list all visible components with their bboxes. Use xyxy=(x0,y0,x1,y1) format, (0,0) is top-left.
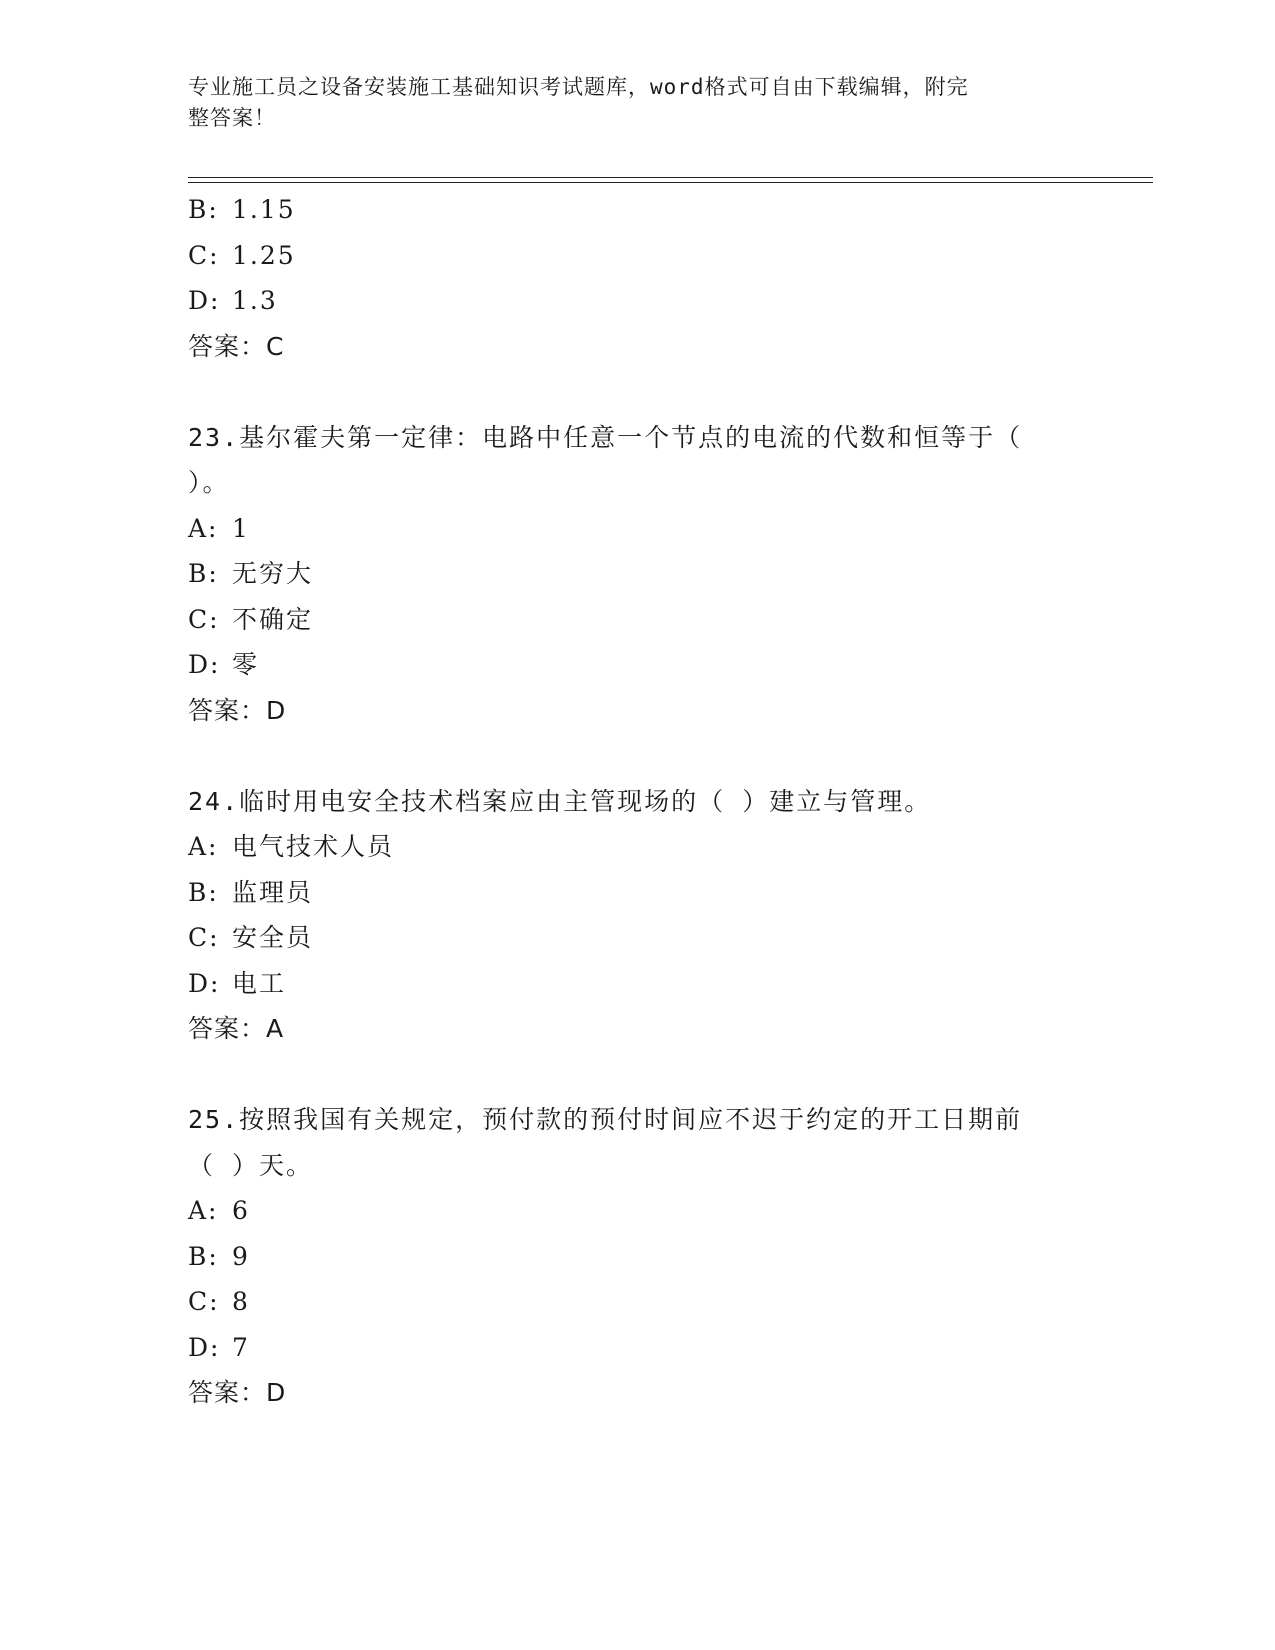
option-text: 1.25 xyxy=(232,240,296,270)
option-c xyxy=(188,597,1088,643)
option-text: 1.15 xyxy=(232,195,296,224)
option-label: D: xyxy=(188,968,221,998)
option-b xyxy=(188,1234,1088,1280)
answer: 答案：D xyxy=(188,1378,287,1407)
answer: 答案：A xyxy=(188,1014,285,1043)
document-body xyxy=(188,187,1088,1416)
option-b xyxy=(188,551,1088,597)
answer: 答案：D xyxy=(188,695,287,725)
spacer xyxy=(188,733,1088,779)
option-b xyxy=(188,187,1088,233)
option-d xyxy=(188,1325,1088,1371)
option-text: 1 xyxy=(232,513,250,543)
option-c xyxy=(188,1279,1088,1325)
header-divider-bottom xyxy=(188,182,1153,183)
option-label: A: xyxy=(188,513,219,543)
option-text: 电工 xyxy=(232,968,287,998)
option-d xyxy=(188,642,1088,688)
option-label: D: xyxy=(188,286,221,315)
option-text: 6 xyxy=(232,1196,250,1225)
option-a xyxy=(188,1188,1088,1234)
option-text: 9 xyxy=(232,1241,250,1271)
option-text: 监理员 xyxy=(232,877,314,907)
option-text: 无穷大 xyxy=(232,559,314,588)
option-label: B: xyxy=(188,877,219,907)
option-b xyxy=(188,870,1088,916)
option-text: 电气技术人员 xyxy=(232,832,395,861)
option-text: 8 xyxy=(232,1287,250,1316)
question-25 xyxy=(188,1097,1088,1416)
question-24 xyxy=(188,779,1088,1052)
option-c xyxy=(188,915,1088,961)
option-text: 7 xyxy=(232,1332,250,1362)
header-line-2: 整答案！ xyxy=(188,106,276,130)
option-label: D: xyxy=(188,650,221,679)
option-label: B: xyxy=(188,559,219,588)
option-text: 不确定 xyxy=(232,604,314,634)
option-a xyxy=(188,824,1088,870)
question-23 xyxy=(188,415,1088,734)
option-c xyxy=(188,233,1088,279)
option-a xyxy=(188,506,1088,552)
question-text-line-2: ）。 xyxy=(188,468,230,497)
option-text: 零 xyxy=(232,650,260,679)
question-text-line-1: 23.基尔霍夫第一定律：电路中任意一个节点的电流的代数和恒等于（ xyxy=(188,422,1023,452)
question-22-partial xyxy=(188,187,1088,369)
spacer xyxy=(188,369,1088,415)
option-label: A: xyxy=(188,1196,219,1225)
option-text: 1.3 xyxy=(232,286,278,315)
option-label: C: xyxy=(188,240,220,270)
option-label: C: xyxy=(188,923,220,952)
option-label: C: xyxy=(188,1287,220,1316)
option-label: D: xyxy=(188,1332,221,1362)
option-d xyxy=(188,278,1088,324)
question-text-line-2: （ ）天。 xyxy=(188,1150,314,1180)
header-divider-top xyxy=(188,177,1153,178)
question-text-line-1: 24.临时用电安全技术档案应由主管现场的（ ）建立与管理。 xyxy=(188,786,932,816)
option-label: B: xyxy=(188,195,219,224)
spacer xyxy=(188,1052,1088,1098)
document-header xyxy=(188,72,1068,134)
option-label: B: xyxy=(188,1241,219,1271)
option-label: C: xyxy=(188,604,220,634)
option-text: 安全员 xyxy=(232,923,314,952)
header-line-1: 专业施工员之设备安装施工基础知识考试题库，word格式可自由下载编辑，附完 xyxy=(188,75,969,99)
option-d xyxy=(188,961,1088,1007)
question-text-line-1: 25.按照我国有关规定，预付款的预付时间应不迟于约定的开工日期前 xyxy=(188,1105,1023,1134)
answer: 答案：C xyxy=(188,331,285,361)
option-label: A: xyxy=(188,832,219,861)
